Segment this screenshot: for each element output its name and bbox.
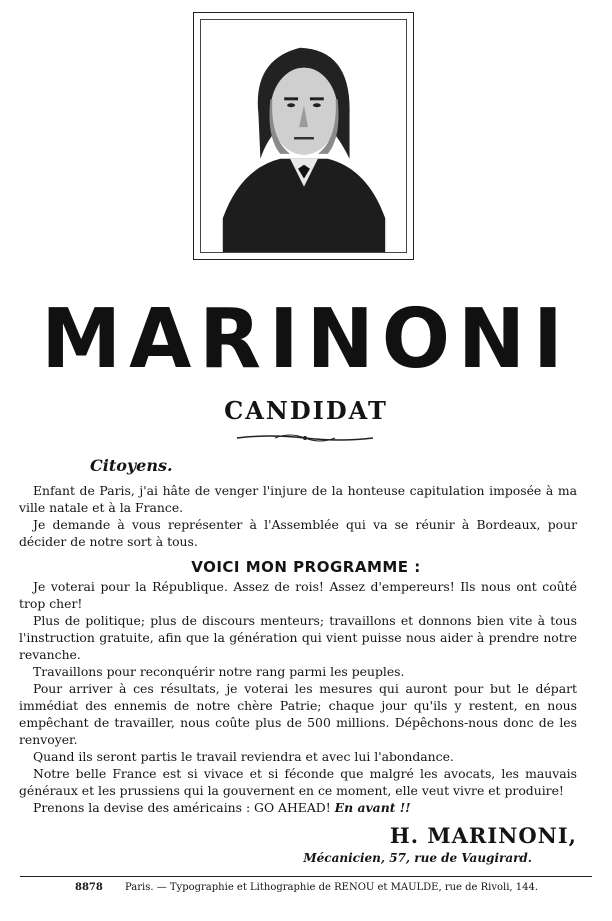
footer-printer: Paris. — Typographie et Lithographie de RENOU et MAULDE, rue de Rivoli, 144.: [125, 882, 539, 893]
intro-paragraph: Enfant de Paris, j'ai hâte de venger l'injure de la honteuse capitulation imposée à ma ville natale et à la France.: [19, 483, 577, 515]
ornament-divider: [235, 432, 375, 444]
programme-paragraph: Travaillons pour reconquérir notre rang parmi les peuples.: [33, 664, 405, 679]
intro-paragraph: Je demande à vous représenter à l'Assemblée qui va se réunir à Bordeaux, pour décider de notre sort à tous.: [19, 517, 577, 549]
portrait-image: [200, 19, 407, 253]
footer-number: 8878: [75, 882, 103, 893]
address: Mécanicien, 57, rue de Vaugirard.: [303, 851, 532, 865]
programme-heading: VOICI MON PROGRAMME :: [191, 558, 421, 576]
salutation: Citoyens.: [90, 456, 173, 475]
programme-text: [19, 578, 577, 816]
motto-prefix: Prenons la devise des américains : GO AHEAD!: [33, 800, 331, 815]
candidat-subtitle: CANDIDAT: [224, 396, 388, 425]
motto-en-avant: En avant !!: [334, 800, 411, 815]
programme-paragraph: Quand ils seront partis le travail reviendra et avec lui l'abondance.: [33, 749, 454, 764]
intro-text: [19, 482, 577, 550]
programme-paragraph: Pour arriver à ces résultats, je voterai les mesures qui auront pour but le départ immédiat des ennemis de notre chère Patrie; chaque jour qu'ils y restent, en nous empêchant de travailler, nous coûte plus de 500 millions. Dépêchons-nous donc de les renvoyer.: [19, 681, 577, 747]
signature: H. MARINONI,: [389, 823, 577, 848]
portrait-frame: [193, 12, 414, 260]
candidate-name: MARINONI: [41, 292, 571, 387]
programme-paragraph: Notre belle France est si vivace et si féconde que malgré les avocats, les mauvais généraux et les prussiens qui la gouvernent en ce moment, elle veut vivre et produire!: [19, 766, 577, 798]
motto-line: [19, 799, 577, 816]
footer-rule: [20, 876, 592, 877]
programme-paragraph: Plus de politique; plus de discours menteurs; travaillons et donnons bien vite à tous l'instruction gratuite, afin que la génération qui vient puisse nous aider à prendre notre revanche.: [19, 613, 577, 662]
portrait-engraving: [201, 20, 406, 252]
programme-paragraph: Je voterai pour la République. Assez de rois! Assez d'empereurs! Ils nous ont coûté trop cher!: [19, 579, 577, 611]
